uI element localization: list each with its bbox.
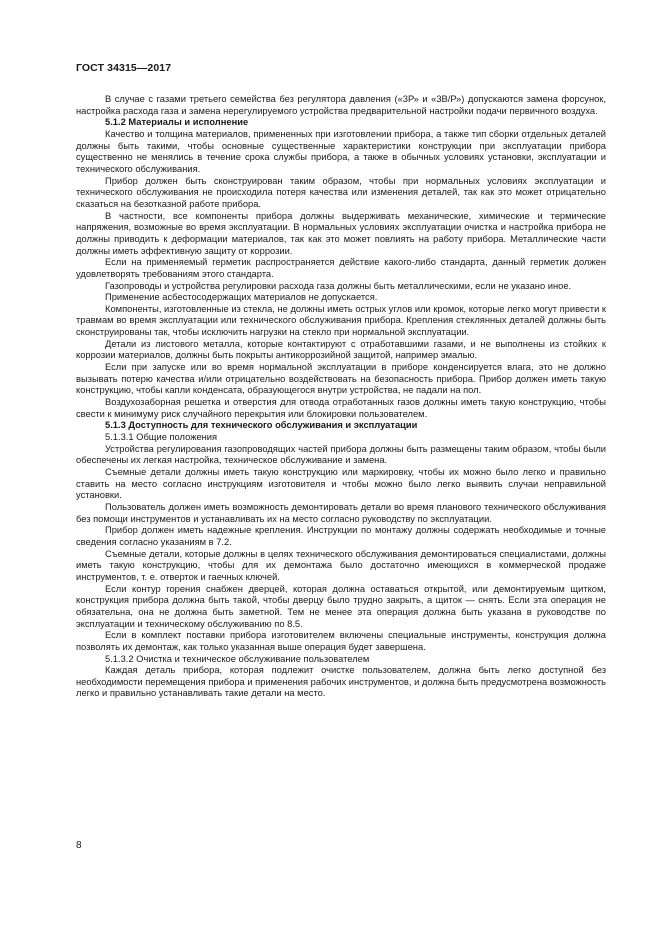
page-number: 8	[76, 840, 82, 851]
paragraph: Пользователь должен иметь возможность демонтировать детали во время планового технического обслуживания без помощи инструментов и устанавливать их на место согласно руководству по эксплуатации.	[76, 501, 606, 524]
paragraph: Качество и толщина материалов, примененных при изготовлении прибора, а также тип сборки отдельных деталей должны быть такими, чтобы основные существенные характеристики конструкции при эксплуатации прибора существенно не менялись в течение срока службы прибора, а также в обычных условиях установки, эксплуатации и технического обслуживания.	[76, 128, 606, 174]
paragraph: Компоненты, изготовленные из стекла, не должны иметь острых углов или кромок, которые легко могут привести к травмам во время эксплуатации или технического обслуживания прибора. Крепления стеклянных деталей должны быть сконструированы так, чтобы исключить нагрузки на стекло при нормальной эксплуатации.	[76, 303, 606, 338]
paragraph: Прибор должен иметь надежные крепления. Инструкции по монтажу должны содержать необходимые и точные сведения согласно указаниям в 7.2.	[76, 525, 606, 547]
section-heading-5-1-2: 5.1.2 Материалы и исполнение	[105, 117, 249, 128]
paragraph: Съемные детали, которые должны в целях технического обслуживания демонтироваться специалистами, должны иметь такую конструкцию, чтобы для их демонтажа было достаточно имеющихся в коммерческой продаже инструментов, т. е. отверток и гаечных ключей.	[76, 548, 606, 582]
paragraph: Прибор должен быть сконструирован таким образом, чтобы при нормальных условиях эксплуатации и технического обслуживания не происходила потеря качества или изменения деталей, так как это может отрицательно сказаться на безотказной работе прибора.	[76, 175, 606, 209]
paragraph: Если контур горения снабжен дверцей, которая должна оставаться открытой, или демонтируемым щитком, конструкция прибора должна быть такой, чтобы дверцу было трудно закрыть, а щиток — снять. Если эта операция не обязательна, она не должна быть заметной. Тем не менее эта операция должна быть указана в руководстве по эксплуатации и техническому обслуживанию по 8.5.	[76, 583, 606, 629]
paragraph: Применение асбестосодержащих материалов не допускается.	[105, 292, 378, 303]
document-body	[76, 94, 606, 700]
paragraph: Если при запуске или во время нормальной эксплуатации в приборе конденсируется влага, это не должно вызывать потерю качества и/или отрицательно воздействовать на безопасность прибора. Прибор должен иметь такую конструкцию, чтобы капли конденсата, образующегося внутри устройства, не падали на пол.	[76, 362, 606, 396]
section-heading-5-1-3: 5.1.3 Доступность для технического обслуживания и эксплуатации	[105, 420, 418, 431]
paragraph: Газопроводы и устройства регулировки расхода газа должны быть металлическими, если не указано иное.	[105, 280, 572, 291]
paragraph: В частности, все компоненты прибора должны выдерживать механические, химические и термические напряжения, возможные во время эксплуатации. В нормальных условиях эксплуатации очистка и настройка прибора не должны приводить к деформации материалов, так как это может повлиять на работу прибора. Металлические части должны иметь эффективную защиту от коррозии.	[76, 210, 606, 256]
paragraph: Если на применяемый герметик распространяется действие какого-либо стандарта, данный герметик должен удовлетворять требованиям этого стандарта.	[76, 257, 606, 279]
paragraph: Каждая деталь прибора, которая подлежит очистке пользователем, должна быть легко доступной без необходимости перемещения прибора и применения рабочих инструментов, и должна быть предусмотрена возможность легко и правильно устанавливать такие детали на место.	[76, 665, 606, 699]
paragraph: Съемные детали должны иметь такую конструкцию или маркировку, чтобы их можно было легко и правильно ставить на место согласно инструкциям изготовителя и чтобы можно было легко выявить случаи неправильной установки.	[76, 467, 606, 501]
paragraph: Устройства регулирования газопроводящих частей прибора должны быть размещены таким образом, чтобы были обеспечены их легкая настройка, техническое обслуживание и замена.	[76, 443, 606, 466]
paragraph: Детали из листового металла, которые контактируют с отработавшими газами, и не выполнены из стойких к коррозии материалов, должны быть покрыты антикоррозийной защитой, например эмалью.	[76, 338, 606, 361]
paragraph: Воздухозаборная решетка и отверстия для отвода отработанных газов должны иметь такую конструкцию, чтобы свести к минимуму риск случайного перекрытия или блокировки пользователем.	[76, 397, 606, 419]
paragraph: В случае с газами третьего семейства без регулятора давления («3Р» и «3В/Р») допускаются замена форсунок, настройка расхода газа и замена нерегулируемого устройства предварительной настройки подачи первичного воздуха.	[76, 94, 606, 116]
paragraph: Если в комплект поставки прибора изготовителем включены специальные инструменты, конструкция должна позволять их демонтаж, как только указанная выше операция будет завершена.	[76, 630, 606, 652]
subsection-heading-5-1-3-2: 5.1.3.2 Очистка и техническое обслуживание пользователем	[105, 653, 370, 664]
document-header: ГОСТ 34315—2017	[76, 62, 172, 74]
subsection-heading-5-1-3-1: 5.1.3.1 Общие положения	[105, 432, 218, 443]
